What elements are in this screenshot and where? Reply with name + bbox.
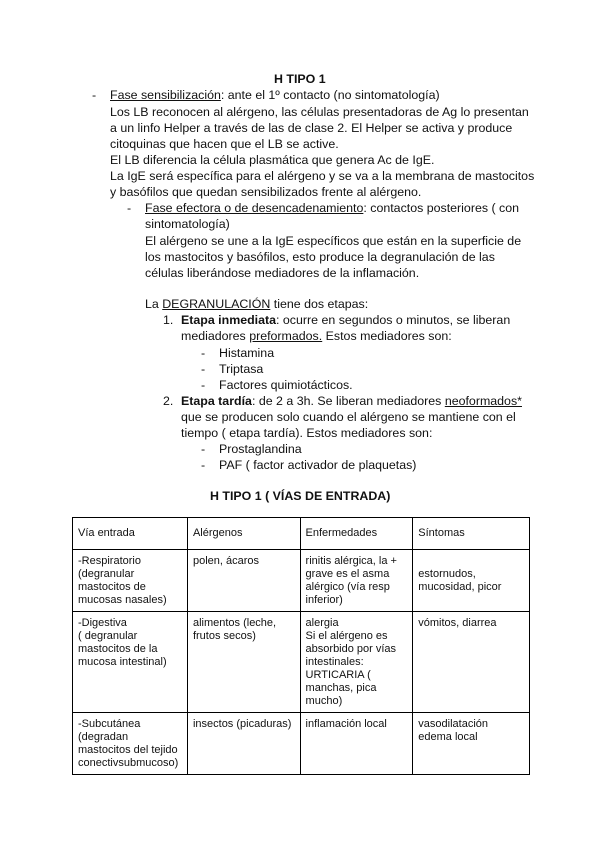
cell-line: conectivsubmucoso) xyxy=(78,757,179,769)
cell-line: -Respiratorio xyxy=(78,555,141,567)
table-cell xyxy=(73,713,188,775)
cell-line: mucosa intestinal) xyxy=(78,656,167,668)
sens-line: Los LB reconocen al alérgeno, las células presentadoras de Ag lo presentan xyxy=(110,105,529,119)
etapa2-line xyxy=(181,393,522,409)
etapa2-label: Etapa tardía xyxy=(181,394,252,408)
table-header-cell: Alérgenos xyxy=(187,518,300,550)
section-title: H TIPO 1 ( VÍAS DE ENTRADA) xyxy=(210,489,391,503)
table-cell xyxy=(73,550,188,612)
etapa2-line: que se producen solo cuando el alérgeno se mantiene con el xyxy=(181,410,516,424)
cell-line: -Digestiva xyxy=(78,617,127,629)
cell-line: absorbido por vías xyxy=(305,643,397,655)
cell-line: vómitos, diarrea xyxy=(418,617,497,629)
bullet-dash: - xyxy=(201,442,206,456)
efec-line: El alérgeno se une a la IgE específicos que están en la superficie de xyxy=(145,234,522,248)
etapa1-line2 xyxy=(181,328,452,344)
table-header-cell: Vía entrada xyxy=(73,518,188,550)
efec-rest: : contactos posteriores ( con xyxy=(363,201,520,215)
cell-line: intestinales: xyxy=(305,656,364,668)
cell-line xyxy=(418,555,524,568)
degran-line xyxy=(145,296,368,312)
cell-line: edema local xyxy=(418,731,478,743)
cell-line: alergia xyxy=(305,617,339,629)
cell-line: -Subcutánea xyxy=(78,718,141,730)
sens-rest: : ante el 1º contacto (no sintomatología) xyxy=(220,88,440,102)
efec-line: células liberándose mediadores de la inflamación. xyxy=(145,266,420,280)
sens-line: y basófilos que quedan sensibilizados frente al alérgeno. xyxy=(110,185,422,199)
etapa2-item: Prostaglandina xyxy=(219,442,302,456)
cell-line: mastocitos de xyxy=(78,581,146,593)
degran-pre: La xyxy=(145,297,163,311)
cell-line: Si el alérgeno es xyxy=(305,630,388,642)
sens-label: Fase sensibilización xyxy=(110,88,221,102)
etapa1-line2-u: preformados. xyxy=(249,329,323,343)
bullet-dash: - xyxy=(201,346,206,360)
cell-line: polen, ácaros xyxy=(192,555,259,567)
cell-line: mucosidad, picor xyxy=(418,581,502,593)
etapa1-line xyxy=(181,312,510,328)
sens-line: La IgE será específica para el alérgeno y se va a la membrana de mastocitos xyxy=(110,169,535,183)
table-row xyxy=(73,612,530,713)
cell-line: rinitis alérgica, la + xyxy=(305,555,397,567)
etapa1-item: Factores quimiotácticos. xyxy=(219,378,353,392)
table-row xyxy=(73,550,530,612)
cell-line: (degradan xyxy=(78,731,129,743)
etapa1-line2-pre: mediadores xyxy=(181,329,250,343)
etapa2-rest: : de 2 a 3h. Se liberan mediadores xyxy=(251,394,445,408)
etapa2-num: 2. xyxy=(163,394,174,408)
cell-line: alérgico (vía resp xyxy=(305,581,390,593)
cell-line: mucho) xyxy=(305,695,343,707)
etapa1-item: Triptasa xyxy=(219,362,264,376)
sens-line: citoquinas que hacen que el LB se active. xyxy=(110,137,339,151)
table-header-cell: Síntomas xyxy=(413,518,530,550)
cell-line: insectos (picaduras) xyxy=(192,718,292,730)
etapa1-rest: : ocurre en segundos o minutos, se liberan xyxy=(276,313,511,327)
etapa1-num: 1. xyxy=(163,313,174,327)
cell-line: alimentos (leche, xyxy=(192,617,277,629)
cell-line: estornudos, xyxy=(418,568,476,580)
table-header-row xyxy=(73,518,530,550)
table-row xyxy=(73,713,530,775)
bullet-dash: - xyxy=(201,378,206,392)
bullet-dash: - xyxy=(127,201,132,215)
table-cell xyxy=(187,550,300,612)
efec-label: Fase efectora o de desencadenamiento xyxy=(145,201,364,215)
table-cell xyxy=(413,550,530,612)
cell-line: inflamación local xyxy=(305,718,387,730)
degran-label: DEGRANULACIÓN xyxy=(162,297,271,311)
etapa1-item: Histamina xyxy=(219,346,275,360)
cell-line: inferior) xyxy=(305,594,343,606)
page-title: H TIPO 1 xyxy=(274,72,326,86)
etapa1-label: Etapa inmediata xyxy=(181,313,277,327)
cell-line: frutos secos) xyxy=(192,630,256,642)
table-cell xyxy=(300,612,413,713)
table-header-cell: Enfermedades xyxy=(300,518,413,550)
table-cell xyxy=(73,612,188,713)
degran-post: tiene dos etapas: xyxy=(270,297,369,311)
sens-line: a un linfo Helper a través de las de clase 2. El Helper se activa y produce xyxy=(110,121,513,135)
cell-line: mucosas nasales) xyxy=(78,594,167,606)
vias-table xyxy=(72,517,530,775)
cell-line: grave es el asma xyxy=(305,568,390,580)
bullet-dash: - xyxy=(92,88,97,102)
etapa2-item: PAF ( factor activador de plaquetas) xyxy=(219,458,417,472)
table-cell xyxy=(413,612,530,713)
bullet-dash: - xyxy=(201,362,206,376)
table-cell xyxy=(300,713,413,775)
cell-line: vasodilatación xyxy=(418,718,488,730)
cell-line: (degranular xyxy=(78,568,135,580)
cell-line: URTICARIA ( xyxy=(305,669,371,681)
cell-line: ( degranular xyxy=(78,630,138,642)
efec-line: sintomatología) xyxy=(145,217,230,231)
table-cell xyxy=(413,713,530,775)
etapa1-line2-post: Estos mediadores son: xyxy=(322,329,452,343)
sens-line: El LB diferencia la célula plasmática que genera Ac de IgE. xyxy=(110,153,435,167)
bullet-dash: - xyxy=(201,458,206,472)
cell-line: manchas, pica xyxy=(305,682,377,694)
efec-heading xyxy=(145,200,519,216)
table-cell xyxy=(187,612,300,713)
cell-line: mastocitos de la xyxy=(78,643,158,655)
sens-heading xyxy=(110,87,440,103)
etapa2-line: tiempo ( etapa tardía). Estos mediadores son: xyxy=(181,426,433,440)
table-cell xyxy=(187,713,300,775)
table-cell xyxy=(300,550,413,612)
cell-line: mastocitos del tejido xyxy=(78,744,178,756)
etapa2-u: neoformados* xyxy=(444,394,522,408)
efec-line: los mastocitos y basófilos, esto produce la degranulación de las xyxy=(145,250,495,264)
